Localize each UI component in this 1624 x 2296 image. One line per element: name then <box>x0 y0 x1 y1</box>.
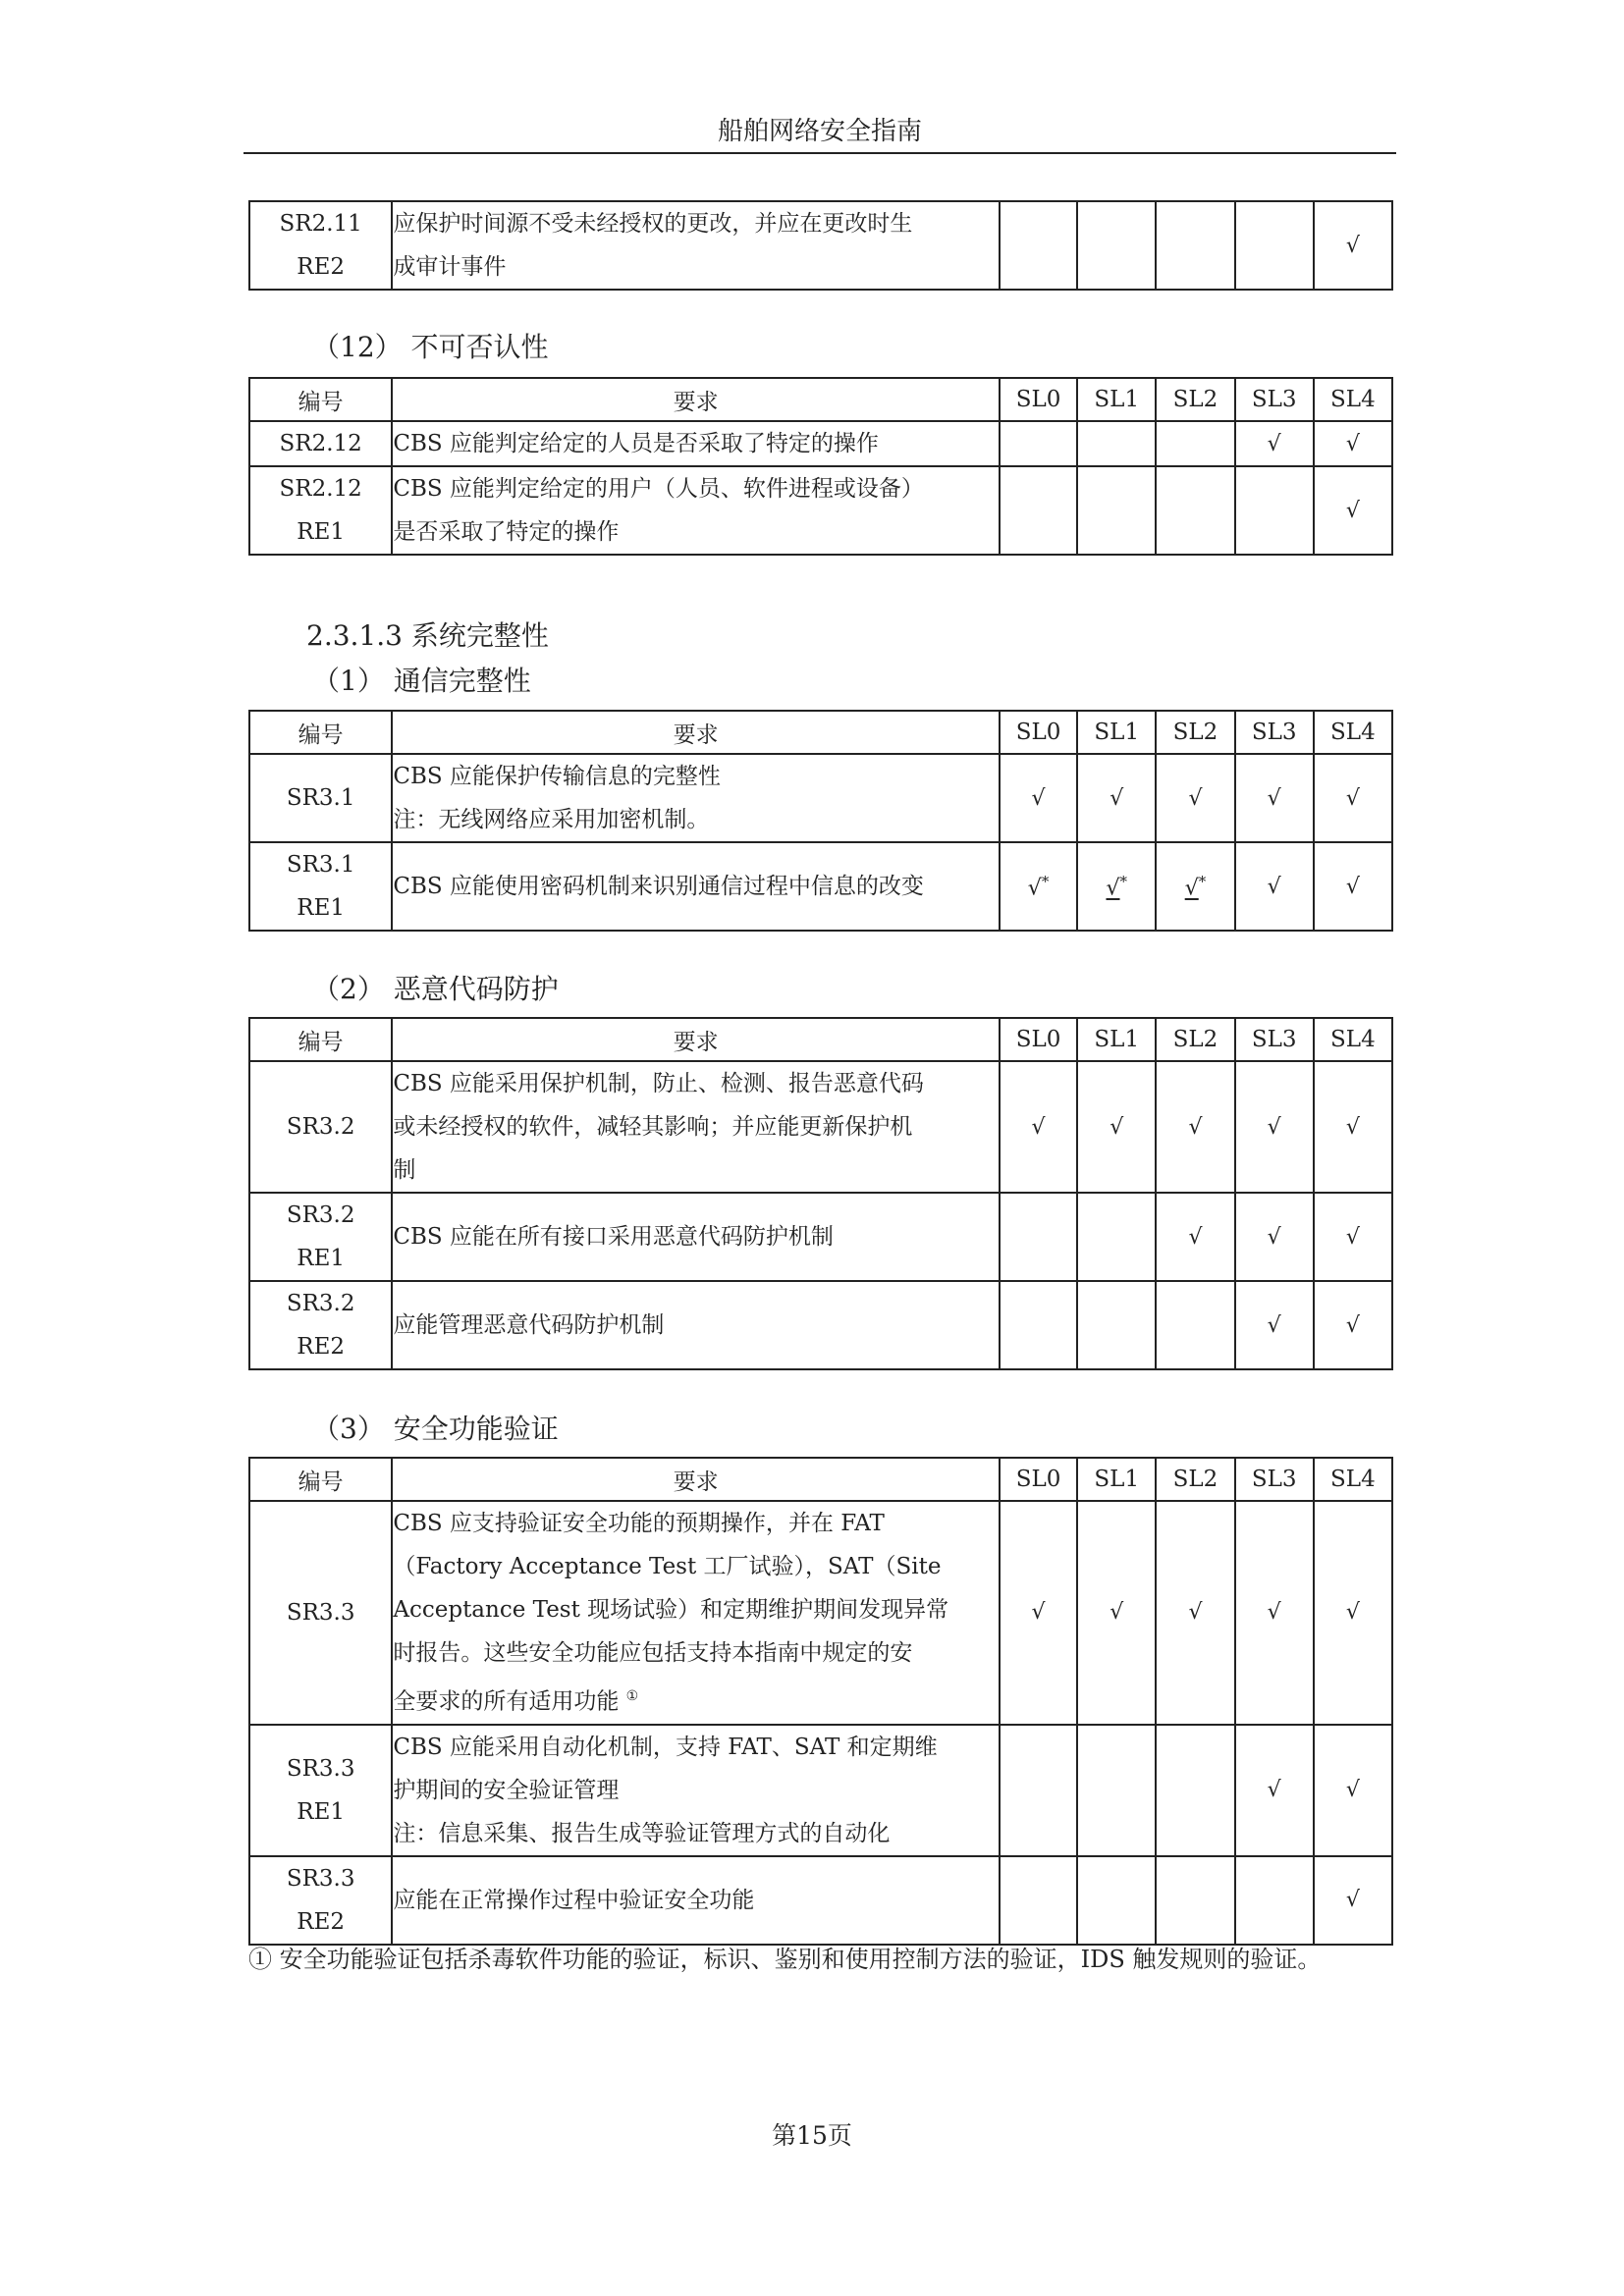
req-text: CBS 应能判定给定的人员是否采取了特定的操作 <box>392 421 1000 466</box>
req-text: 应保护时间源不受未经授权的更改，并应在更改时生 成审计事件 <box>392 201 1000 290</box>
col-header: SL2 <box>1156 1018 1234 1061</box>
col-header: 编号 <box>249 1018 392 1061</box>
table-security-function-verification <box>248 1457 1393 1946</box>
col-header: 编号 <box>249 378 392 421</box>
check-mark: √ <box>1314 1193 1392 1281</box>
check-mark: √ <box>1235 1501 1314 1725</box>
col-header: SL1 <box>1077 378 1156 421</box>
check-mark: √ <box>1077 1061 1156 1193</box>
check-mark: √ <box>1314 1281 1392 1369</box>
check-mark: √ <box>1156 1061 1234 1193</box>
check-mark: √ <box>1314 754 1392 842</box>
table-row <box>249 1193 1392 1281</box>
table-row <box>249 421 1392 466</box>
col-header: SL3 <box>1235 378 1314 421</box>
check-mark: √ <box>1077 754 1156 842</box>
check-mark: √* <box>1000 842 1077 931</box>
req-id: SR3.1 <box>249 754 392 842</box>
check-mark: √ <box>1235 842 1314 931</box>
check-mark: √ <box>1156 754 1234 842</box>
table-row <box>249 1725 1392 1856</box>
table-header-row <box>249 1018 1392 1061</box>
req-text: CBS 应能在所有接口采用恶意代码防护机制 <box>392 1193 1000 1281</box>
check-mark: √ <box>1000 1501 1077 1725</box>
running-header: 船舶网络安全指南 <box>717 117 922 146</box>
table-row <box>249 466 1392 555</box>
table-row <box>249 1061 1392 1193</box>
table-header-row <box>249 711 1392 754</box>
check-mark: √ <box>1314 842 1392 931</box>
footnote: ① 安全功能验证包括杀毒软件功能的验证，标识、鉴别和使用控制方法的验证，IDS 触发规则的验证。 <box>248 1946 1322 1973</box>
page-number: 第15页 <box>772 2121 852 2150</box>
check-mark: √ <box>1235 1061 1314 1193</box>
col-header: SL4 <box>1314 1458 1392 1501</box>
col-header: 要求 <box>392 1018 1000 1061</box>
table-row <box>249 1856 1392 1945</box>
col-header: SL1 <box>1077 1018 1156 1061</box>
req-id: SR2.12 RE1 <box>249 466 392 555</box>
check-mark: √ <box>1156 1501 1234 1725</box>
table-header-row <box>249 1458 1392 1501</box>
check-mark: √ <box>1235 754 1314 842</box>
col-header: SL1 <box>1077 711 1156 754</box>
check-mark: √ <box>1314 466 1392 555</box>
check-mark: √* <box>1156 842 1234 931</box>
check-mark: √ <box>1156 1193 1234 1281</box>
col-header: SL4 <box>1314 711 1392 754</box>
col-header: SL0 <box>1000 1458 1077 1501</box>
col-header: SL2 <box>1156 711 1234 754</box>
req-text: CBS 应能采用保护机制，防止、检测、报告恶意代码 或未经授权的软件，减轻其影响；并应能更新保护机 制 <box>392 1061 1000 1193</box>
col-header: SL0 <box>1000 1018 1077 1061</box>
check-mark: √ <box>1235 421 1314 466</box>
section-heading: （3） 安全功能验证 <box>312 1413 559 1445</box>
col-header: 编号 <box>249 711 392 754</box>
req-id: SR3.3 RE1 <box>249 1725 392 1856</box>
req-text: CBS 应能采用自动化机制，支持 FAT、SAT 和定期维 护期间的安全验证管理 注：信息采集、报告生成等验证管理方式的自动化 <box>392 1725 1000 1856</box>
col-header: SL2 <box>1156 1458 1234 1501</box>
table-row <box>249 754 1392 842</box>
check-mark: √ <box>1314 201 1392 290</box>
table-non-repudiation <box>248 377 1393 556</box>
col-header: SL4 <box>1314 378 1392 421</box>
table-row <box>249 1501 1392 1725</box>
col-header: 编号 <box>249 1458 392 1501</box>
check-mark: √ <box>1000 1061 1077 1193</box>
check-mark: √* <box>1077 842 1156 931</box>
table-sr2-11 <box>248 200 1393 291</box>
req-text: 应能在正常操作过程中验证安全功能 <box>392 1856 1000 1945</box>
check-mark: √ <box>1000 754 1077 842</box>
req-text: CBS 应能保护传输信息的完整性 注：无线网络应采用加密机制。 <box>392 754 1000 842</box>
req-id: SR2.12 <box>249 421 392 466</box>
section-heading: （2） 恶意代码防护 <box>312 973 559 1005</box>
check-mark: √ <box>1235 1725 1314 1856</box>
col-header: SL1 <box>1077 1458 1156 1501</box>
req-id: SR3.1 RE1 <box>249 842 392 931</box>
check-mark: √ <box>1314 1061 1392 1193</box>
col-header: SL4 <box>1314 1018 1392 1061</box>
table-communication-integrity <box>248 710 1393 932</box>
check-mark: √ <box>1314 421 1392 466</box>
check-mark: √ <box>1314 1856 1392 1945</box>
req-text: CBS 应能使用密码机制来识别通信过程中信息的改变 <box>392 842 1000 931</box>
req-text: CBS 应支持验证安全功能的预期操作，并在 FAT （Factory Acceptance Test 工厂试验），SAT（Site Acceptance Test 现场试验）和定期维护期间发现异常 时报告。这些安全功能应包括支持本指南中规定的安 全要求的所有适用功能 ① <box>392 1501 1000 1725</box>
req-id: SR3.3 RE2 <box>249 1856 392 1945</box>
check-mark: √ <box>1235 1193 1314 1281</box>
col-header: 要求 <box>392 1458 1000 1501</box>
footnote-marker: ① <box>625 1688 639 1704</box>
col-header: SL0 <box>1000 711 1077 754</box>
check-mark: √ <box>1235 1281 1314 1369</box>
req-id: SR2.11 RE2 <box>249 201 392 290</box>
check-mark: √ <box>1077 1501 1156 1725</box>
req-text: 应能管理恶意代码防护机制 <box>392 1281 1000 1369</box>
col-header: SL3 <box>1235 1018 1314 1061</box>
col-header: 要求 <box>392 378 1000 421</box>
req-id: SR3.2 RE2 <box>249 1281 392 1369</box>
section-heading: （12） 不可否认性 <box>312 331 549 363</box>
section-heading: 2.3.1.3 系统完整性 <box>306 619 549 652</box>
table-row <box>249 1281 1392 1369</box>
table-malicious-code-protection <box>248 1017 1393 1370</box>
col-header: SL0 <box>1000 378 1077 421</box>
req-id: SR3.2 <box>249 1061 392 1193</box>
col-header: SL2 <box>1156 378 1234 421</box>
section-heading: （1） 通信完整性 <box>312 665 531 697</box>
header-rule <box>244 152 1396 154</box>
req-id: SR3.3 <box>249 1501 392 1725</box>
req-id: SR3.2 RE1 <box>249 1193 392 1281</box>
table-row <box>249 842 1392 931</box>
check-mark: √ <box>1314 1501 1392 1725</box>
req-text: CBS 应能判定给定的用户（人员、软件进程或设备） 是否采取了特定的操作 <box>392 466 1000 555</box>
col-header: SL3 <box>1235 1458 1314 1501</box>
table-row <box>249 201 1392 290</box>
check-mark: √ <box>1314 1725 1392 1856</box>
table-header-row <box>249 378 1392 421</box>
col-header: 要求 <box>392 711 1000 754</box>
col-header: SL3 <box>1235 711 1314 754</box>
